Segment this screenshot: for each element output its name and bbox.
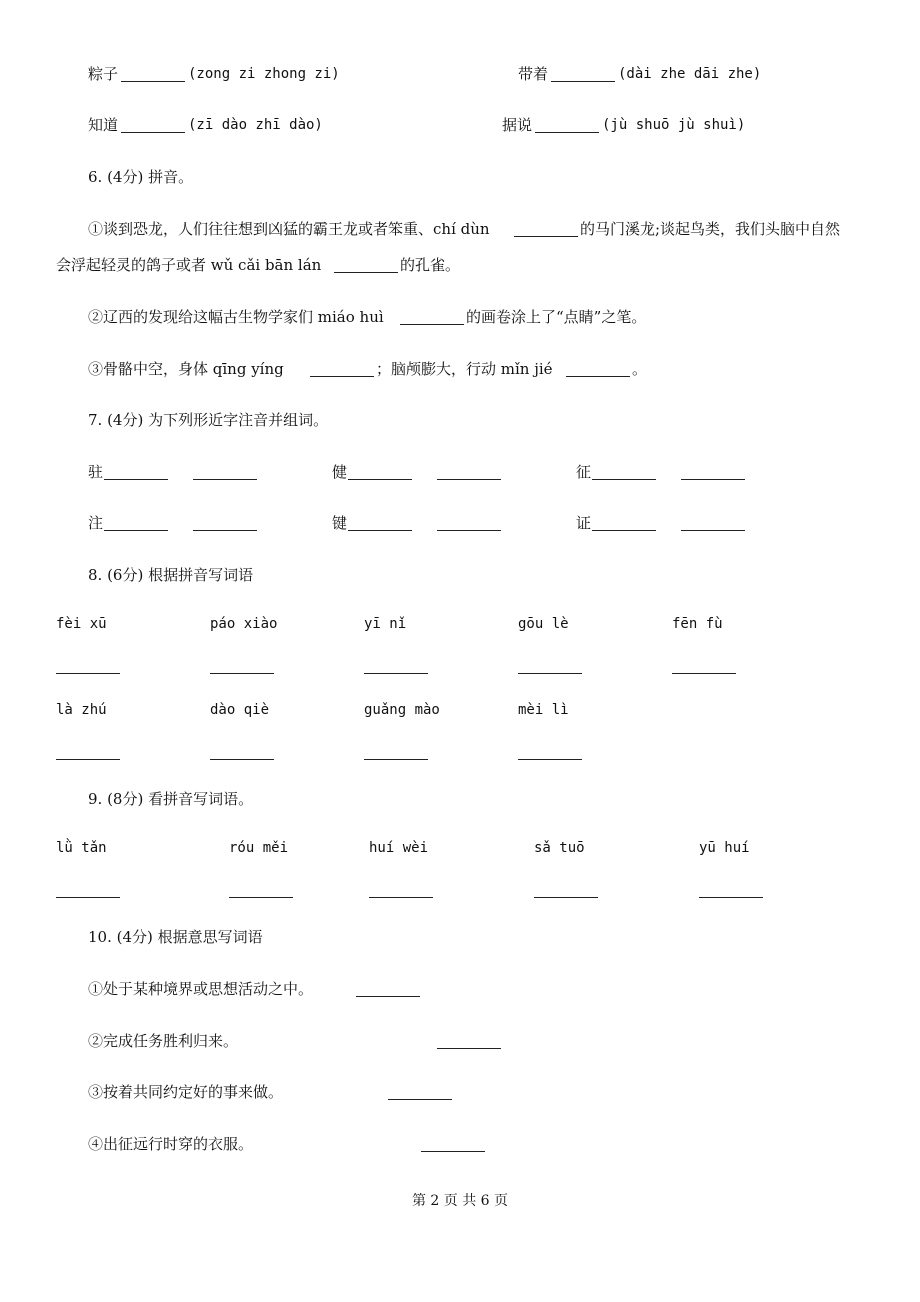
q6-sentence-2: ②辽西的发现给这幅古生物学家们 miáo huì xyxy=(88,308,384,326)
answer-blank[interactable] xyxy=(672,672,736,674)
q5-word: 带着 xyxy=(518,65,549,83)
answer-blank[interactable] xyxy=(56,896,120,898)
answer-blank[interactable] xyxy=(592,529,656,531)
q10-definition: ③按着共同约定好的事来做。 xyxy=(88,1083,284,1101)
answer-blank[interactable] xyxy=(56,758,120,760)
q5-word: 粽子 xyxy=(88,65,119,83)
answer-blank[interactable] xyxy=(518,672,582,674)
answer-blank[interactable] xyxy=(121,80,185,82)
q7-char: 健 xyxy=(332,463,348,481)
q6-sentence-2-cont: 的画卷涂上了“点睛”之笔。 xyxy=(466,308,647,326)
q8-pinyin: guǎng mào xyxy=(364,702,440,718)
q10-definition: ②完成任务胜利归来。 xyxy=(88,1032,239,1050)
answer-blank[interactable] xyxy=(356,995,420,997)
q5-word: 知道 xyxy=(88,116,119,134)
answer-blank[interactable] xyxy=(437,478,501,480)
answer-blank[interactable] xyxy=(369,896,433,898)
answer-blank[interactable] xyxy=(310,375,374,377)
q8-pinyin: dào qiè xyxy=(210,702,270,718)
answer-blank[interactable] xyxy=(193,529,257,531)
answer-blank[interactable] xyxy=(210,758,274,760)
answer-blank[interactable] xyxy=(104,529,168,531)
answer-blank[interactable] xyxy=(400,323,464,325)
answer-blank[interactable] xyxy=(681,478,745,480)
q8-pinyin: fēn fù xyxy=(672,616,723,632)
q7-char: 证 xyxy=(576,514,592,532)
q10-definition: ④出征远行时穿的衣服。 xyxy=(88,1135,254,1153)
question-title: 7. (4分) 为下列形近字注音并组词。 xyxy=(88,411,329,429)
q8-pinyin: fèi xū xyxy=(56,616,107,632)
q6-sentence-3-cont: ；脑颅膨大，行动 mǐn jié xyxy=(376,360,553,378)
answer-blank[interactable] xyxy=(104,478,168,480)
answer-blank[interactable] xyxy=(121,131,185,133)
answer-blank[interactable] xyxy=(514,235,578,237)
q8-pinyin: mèi lì xyxy=(518,702,569,718)
answer-blank[interactable] xyxy=(592,478,656,480)
q5-pinyin-options: (jù shuō jù shuì) xyxy=(602,117,746,133)
q8-pinyin: là zhú xyxy=(56,702,107,718)
answer-blank[interactable] xyxy=(334,271,398,273)
q5-pinyin-options: (zī dào zhī dào) xyxy=(188,117,323,133)
q9-pinyin: sǎ tuō xyxy=(534,840,585,856)
q7-char: 征 xyxy=(576,463,592,481)
q5-pinyin-options: (zong zi zhong zi) xyxy=(188,66,340,82)
q7-char: 键 xyxy=(332,514,348,532)
answer-blank[interactable] xyxy=(364,758,428,760)
q9-pinyin: lǜ tǎn xyxy=(56,840,107,856)
q6-sentence-1-cont: 的马门溪龙;谈起鸟类，我们头脑中自然 xyxy=(580,220,841,238)
page-number: 第 2 页 共 6 页 xyxy=(411,1193,509,1209)
q10-definition: ①处于某种境界或思想活动之中。 xyxy=(88,980,314,998)
answer-blank[interactable] xyxy=(566,375,630,377)
answer-blank[interactable] xyxy=(437,529,501,531)
q9-pinyin: yū huí xyxy=(699,840,750,856)
q9-pinyin: róu měi xyxy=(229,840,289,856)
q9-pinyin: huí wèi xyxy=(369,840,429,856)
q7-char: 注 xyxy=(88,514,104,532)
answer-blank[interactable] xyxy=(210,672,274,674)
answer-blank[interactable] xyxy=(437,1047,501,1049)
answer-blank[interactable] xyxy=(699,896,763,898)
q8-pinyin: yī nǐ xyxy=(364,616,407,632)
q8-pinyin: páo xiào xyxy=(210,616,278,632)
answer-blank[interactable] xyxy=(364,672,428,674)
answer-blank[interactable] xyxy=(348,529,412,531)
question-title: 9. (8分) 看拼音写词语。 xyxy=(88,790,254,808)
q7-char: 驻 xyxy=(88,463,104,481)
q6-sentence-1: ①谈到恐龙，人们往往想到凶猛的霸王龙或者笨重、chí dùn xyxy=(88,220,490,238)
q6-sentence-3-end: 。 xyxy=(632,360,648,378)
answer-blank[interactable] xyxy=(421,1150,485,1152)
answer-blank[interactable] xyxy=(193,478,257,480)
q6-sentence-1-end: 的孔雀。 xyxy=(400,256,461,274)
q5-word: 据说 xyxy=(502,116,533,134)
q8-pinyin: gōu lè xyxy=(518,616,569,632)
question-title: 6. (4分) 拼音。 xyxy=(88,168,194,186)
answer-blank[interactable] xyxy=(534,896,598,898)
question-title: 8. (6分) 根据拼音写词语 xyxy=(88,566,254,584)
answer-blank[interactable] xyxy=(56,672,120,674)
q6-sentence-1-line2: 会浮起轻灵的鸽子或者 wǔ cǎi bān lán xyxy=(56,256,322,274)
q6-sentence-3: ③骨骼中空，身体 qīng yíng xyxy=(88,360,284,378)
answer-blank[interactable] xyxy=(681,529,745,531)
q5-pinyin-options: (dài zhe dāi zhe) xyxy=(618,66,762,82)
answer-blank[interactable] xyxy=(535,131,599,133)
answer-blank[interactable] xyxy=(388,1098,452,1100)
answer-blank[interactable] xyxy=(518,758,582,760)
question-title: 10. (4分) 根据意思写词语 xyxy=(88,928,263,946)
answer-blank[interactable] xyxy=(551,80,615,82)
answer-blank[interactable] xyxy=(348,478,412,480)
answer-blank[interactable] xyxy=(229,896,293,898)
